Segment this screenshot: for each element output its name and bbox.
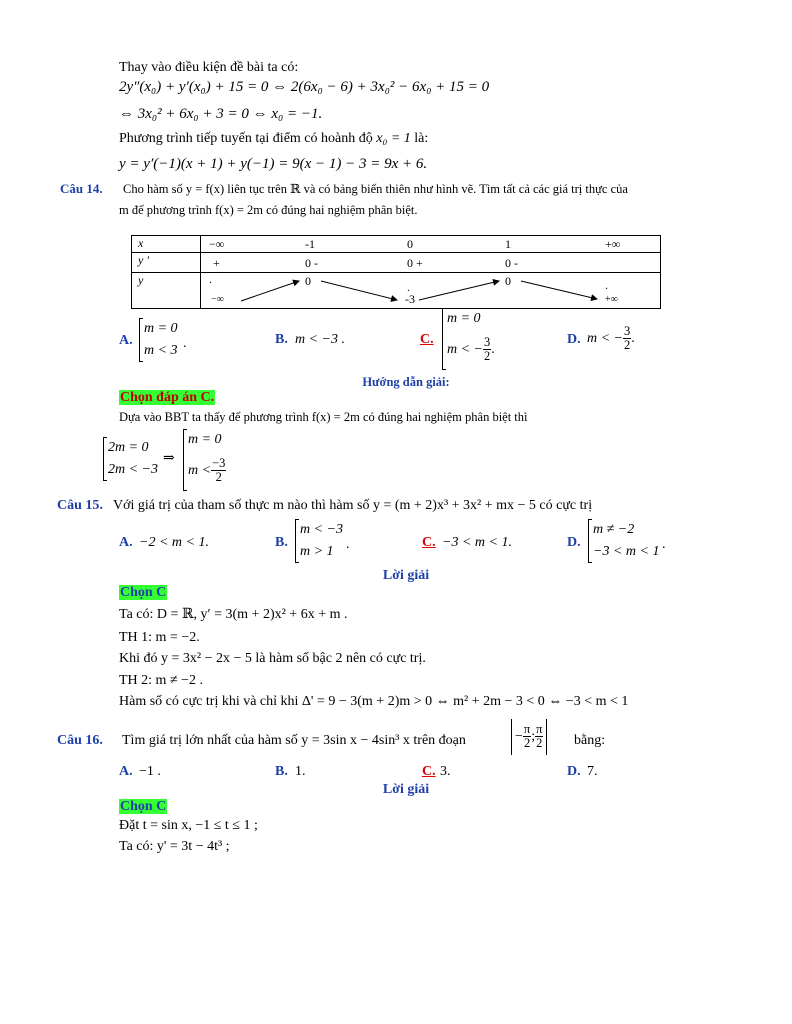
table-y-label: y [132, 273, 201, 309]
question-14-label: Câu 14. [60, 181, 103, 196]
x-one: 1 [505, 237, 511, 251]
q15-line-5: Hàm số có cực trị khi và chỉ khi Δ' = 9 − 3(m + 2)m > 0 ⇔ m² + 2m − 3 < 0 ⇔ −3 < m < 1 [119, 694, 629, 709]
q15-line-4: TH 2: m ≠ −2 . [119, 673, 204, 688]
frac-3-2: $\frac{3}{2}$ [484, 335, 491, 364]
frac-3-2-d: $\frac{3}{2}$ [624, 324, 631, 353]
table-x-label: x [132, 236, 201, 253]
q15-option-c-text: −3 < m < 1. [442, 535, 512, 550]
q16-line-1: Đặt t = sin x, −1 ≤ t ≤ 1 ; [119, 818, 258, 833]
q14-option-a-system: m = 0 m < 3 [139, 318, 178, 362]
question-16-label: Câu 16. [57, 733, 103, 748]
intro-line: Thay vào điều kiện đề bài ta có: [119, 60, 299, 75]
x-minus-1: -1 [305, 237, 315, 251]
sign-4: 0 - [505, 256, 518, 270]
q14-option-b-text: m < −3 . [295, 332, 346, 347]
q15-answer: Chọn C [120, 585, 167, 600]
y-min: -3 [405, 292, 415, 306]
variation-table [131, 235, 661, 309]
q15-option-d-dot: . [662, 537, 666, 552]
q16-answer: Chọn C [120, 799, 167, 814]
q15-option-d-system: m ≠ −2 −3 < m < 1 [588, 519, 659, 563]
table-yprime-row [201, 253, 661, 273]
x-pos-inf: +∞ [605, 237, 621, 251]
q16-option-d-text: 7. [587, 764, 598, 779]
frac-pi-2-b: $\frac{\pi}{2}$ [536, 722, 543, 751]
sign-1: + [213, 256, 220, 270]
y-dot-3: . [605, 278, 608, 292]
q14-explain: Dựa vào BBT ta thấy để phương trình f(x) = 2m có đúng hai nghiệm phân biệt thì [119, 410, 528, 424]
q14-implies: ⇒ [163, 451, 175, 466]
question-14-text-1: Cho hàm số y = f(x) liên tục trên ℝ và có bảng biến thiên như hình vẽ. Tìm tất cả các giá trị thực của [123, 182, 628, 196]
tangent-line-text: Phương trình tiếp tuyến tại điểm có hoành độ x₀ = 1 là: [119, 131, 429, 146]
y-dot-2: . [407, 280, 410, 294]
q14-option-a-dot: . [183, 336, 187, 351]
question-14-text-2: m để phương trình f(x) = 2m có đúng hai nghiệm phân biệt. [119, 203, 418, 217]
y-neg-inf: −∞ [211, 294, 224, 305]
q15-line-1: Ta có: D = ℝ, y′ = 3(m + 2)x² + 6x + m . [119, 607, 348, 622]
y-dot-1: . [209, 272, 212, 286]
q15-solution-title: Lời giải [382, 568, 430, 583]
q15-option-a-text: −2 < m < 1. [139, 535, 209, 550]
y-max-2: 0 [505, 274, 511, 288]
tangent-equation: y = y′(−1)(x + 1) + y(−1) = 9(x − 1) − 3 = 9x + 6. [119, 156, 428, 172]
q16-interval: − $\frac{\pi}{2}$ ; $\frac{\pi}{2}$ [511, 719, 547, 755]
q14-option-a-label[interactable]: A. [119, 333, 133, 348]
q15-option-a-label[interactable]: A. [119, 535, 133, 550]
q14-guide-title: Hướng dẫn giải: [362, 375, 450, 389]
q14-system-1: 2m = 0 2m < −3 [103, 437, 158, 481]
equation-2: ⇔ 3x₀² + 6x₀ + 3 = 0 ⇔ x₀ = −1. [119, 106, 323, 122]
q16-option-a-text: −1 . [139, 764, 161, 779]
frac-pi-2-a: $\frac{\pi}{2}$ [523, 722, 531, 751]
q15-option-b-dot: . [346, 537, 350, 552]
sign-2: 0 - [305, 256, 318, 270]
q14-system-2: m = 0 m < $\frac{-3}{2}$ [183, 429, 226, 491]
q15-line-3: Khi đó y = 3x² − 2x − 5 là hàm số bậc 2 nên có cực trị. [119, 651, 426, 666]
equation-1: 2y″(x₀) + y′(x₀) + 15 = 0 ⇔ 2(6x₀ − 6) + 3x₀² − 6x₀ + 15 = 0 [119, 79, 490, 95]
variation-arrows [201, 273, 667, 308]
q16-option-c-text: 3. [440, 764, 451, 779]
question-16-text: Tìm giá trị lớn nhất của hàm số y = 3sin x − 4sin³ x trên đoạn [122, 733, 466, 748]
y-max-1: 0 [305, 274, 311, 288]
x-neg-inf: −∞ [209, 237, 225, 251]
question-15-label: Câu 15. [57, 498, 103, 513]
q16-line-2: Ta có: y' = 3t − 4t³ ; [119, 839, 230, 854]
table-yprime-label: y ' [132, 253, 201, 273]
frac-neg3-2: $\frac{-3}{2}$ [212, 456, 226, 485]
q15-option-c-label[interactable]: C. [422, 535, 436, 550]
q15-option-d-label[interactable]: D. [567, 535, 581, 550]
question-15-text: Với giá trị của tham số thực m nào thì hàm số y = (m + 2)x³ + 3x² + mx − 5 có cực trị [113, 498, 593, 513]
q14-option-b-label[interactable]: B. [275, 332, 288, 347]
q16-option-b-label[interactable]: B. [275, 764, 288, 779]
question-16-text-post: bằng: [574, 733, 606, 748]
q16-option-d-label[interactable]: D. [567, 764, 581, 779]
q14-answer: Chọn đáp án C. [120, 390, 215, 405]
q15-line-2: TH 1: m = −2. [119, 630, 200, 645]
q16-solution-title: Lời giải [382, 782, 430, 797]
x-zero: 0 [407, 237, 413, 251]
sign-3: 0 + [407, 256, 423, 270]
q16-option-b-text: 1. [295, 764, 306, 779]
table-x-row [201, 236, 661, 253]
table-y-row [201, 273, 661, 309]
q15-option-b-system: m < −3 m > 1 [295, 519, 343, 563]
q14-option-d-label[interactable]: D. [567, 332, 581, 347]
q15-option-b-label[interactable]: B. [275, 535, 288, 550]
q14-option-c-label[interactable]: C. [420, 332, 434, 347]
q14-option-c-system: m = 0 m < − $\frac{3}{2}$ . [442, 308, 495, 370]
q16-option-c-label[interactable]: C. [422, 764, 436, 779]
q14-option-d-text: m < − $\frac{3}{2}$ . [587, 324, 635, 353]
y-pos-inf: +∞ [605, 294, 618, 305]
q16-option-a-label[interactable]: A. [119, 764, 133, 779]
